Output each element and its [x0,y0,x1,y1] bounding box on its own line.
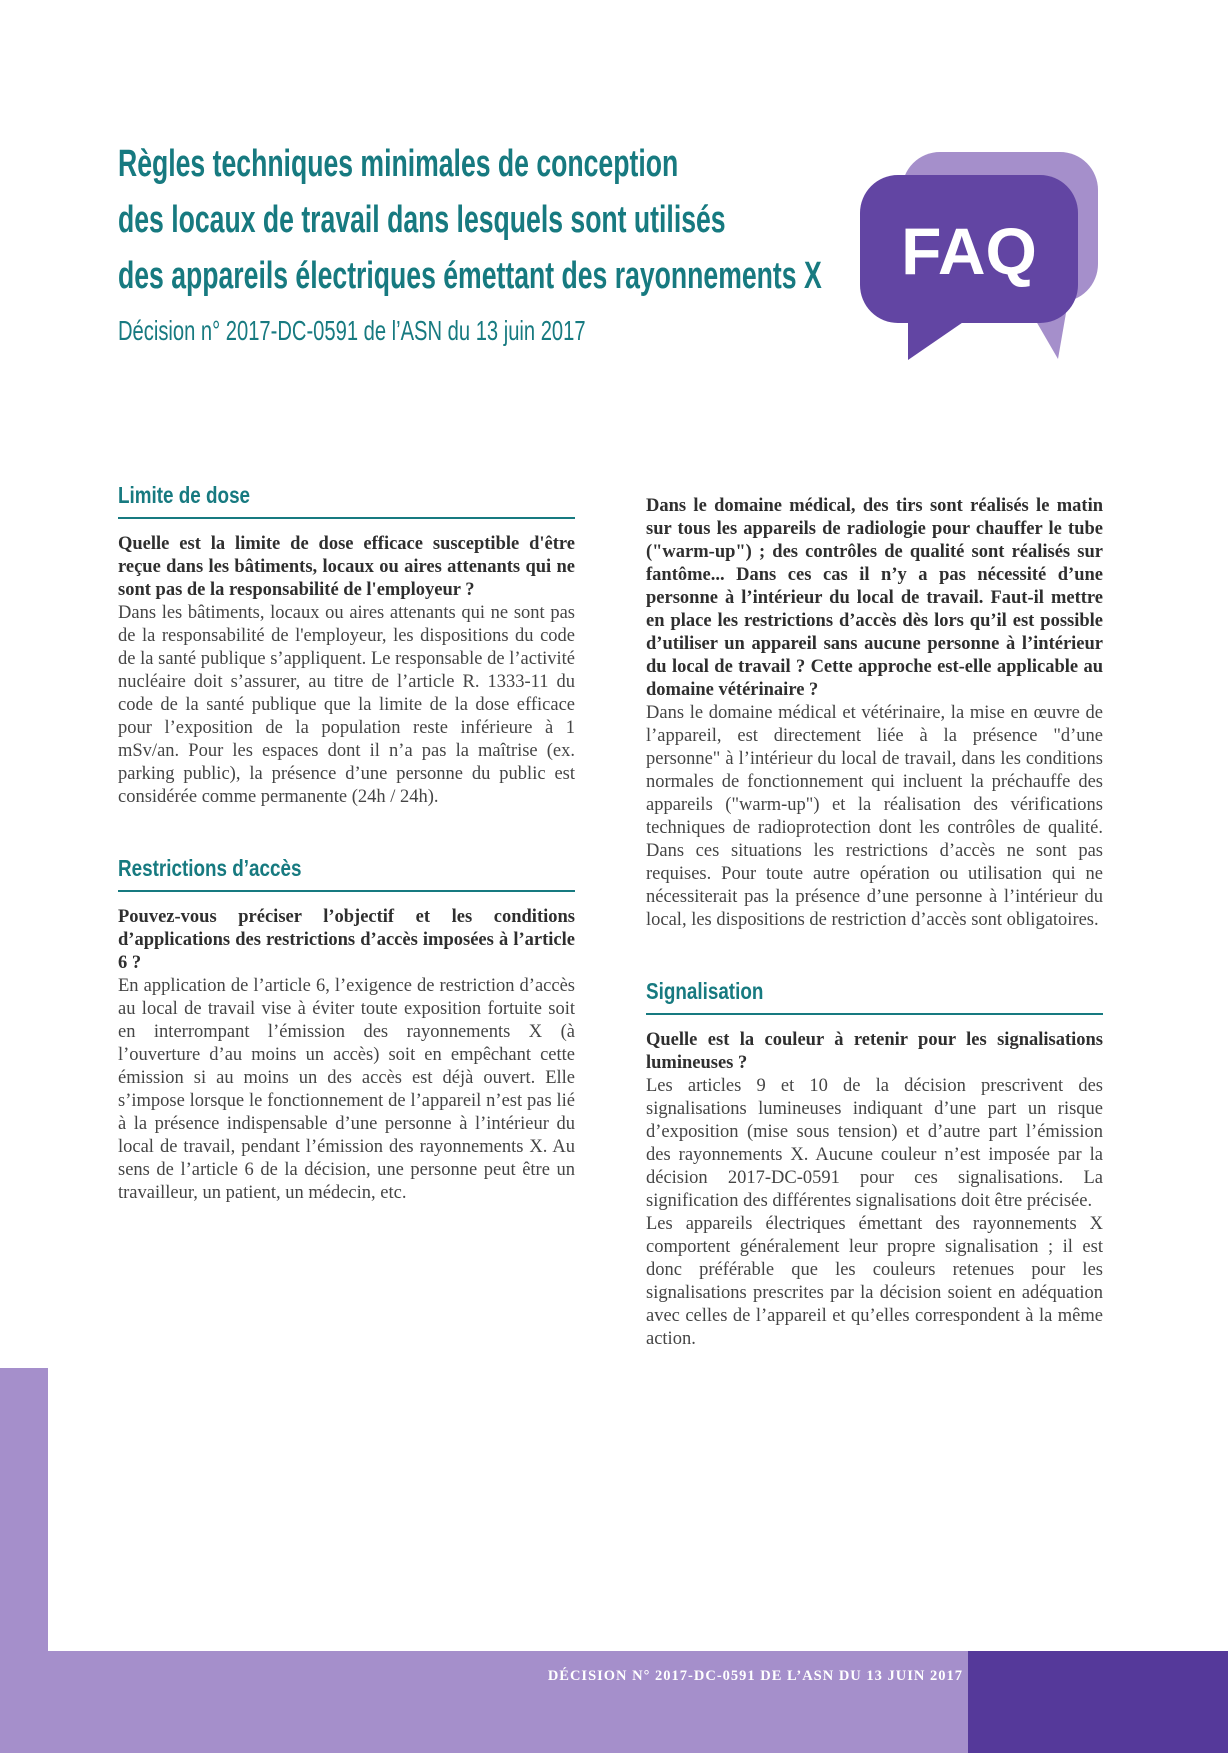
answer-domaine-medical: Dans le domaine médical et vétérinaire, la mise en œuvre de l’appareil, est directement liée à la présence "d’une personne" à l’intérieur du local de travail, dans les conditions normales de fonctionnement qui incluent la préchauffe des appareils ("warm-up") et la réalisation des vérifications techniques de radioprotection dont les contrôles de qualité. Dans ces situations les restrictions d’accès ne sont pas requises. Pour toute autre opération ou utilisation qui ne nécessiterait pas la présence d’une personne à l’intérieur du local, les dispositions de restriction d’accès sont obligatoires. [646,703,1103,930]
section-heading-text: Signalisation [646,978,764,1004]
answer-limite-de-dose: Dans les bâtiments, locaux ou aires attenants qui ne sont pas de la responsabilité de l'employeur, les dispositions du code de la santé publique s’appliquent. Le responsable de l’activité nucléaire doit s’assurer, au titre de l’article R. 1333-11 du code de la santé publique que la limite de la dose efficace pour l’exposition de la population reste inférieure à 1 mSv/an. Pour les espaces dont il n’a pas la maîtrise (ex. parking public), la présence d’une personne du public est considérée comme permanente (24h / 24h). [118,603,575,807]
footer-accent-square [968,1651,1228,1753]
question-signalisation: Quelle est la couleur à retenir pour les signalisations lumineuses ? [646,1030,1103,1073]
section-heading-signalisation [646,978,1103,1015]
right-column [646,482,1103,1351]
left-margin-accent-strip [0,1368,48,1651]
page-title-line-2: des locaux de travail dans lesquels sont utilisés [118,199,726,241]
footer-decision-reference: DÉCISION N° 2017-DC-0591 DE L’ASN DU 13 JUIN 2017 [547,1668,963,1684]
page-subtitle: Décision n° 2017-DC-0591 de l’ASN du 13 juin 2017 [118,315,586,346]
answer-signalisation-p1: Les articles 9 et 10 de la décision prescrivent des signalisations lumineuses indiquant d’une part un risque d’exposition (mise sous tension) et d’autre part l’émission des rayonnements X. Aucune couleur n’est imposée par la décision 2017-DC-0591 pour ces signalisations. La signification des différentes signalisations doit être précisée. [646,1076,1103,1211]
question-restrictions-acces: Pouvez-vous préciser l’objectif et les conditions d’applications des restrictions d’accès imposées à l’article 6 ? [118,907,575,973]
answer-restrictions-acces: En application de l’article 6, l’exigence de restriction d’accès au local de travail vise à éviter toute exposition fortuite soit en interrompant l’émission des rayonnements X (à l’ouverture d’au moins un accès) soit en empêchant cette émission si au moins un des accès est déjà ouvert. Elle s’impose lorsque le fonctionnement de l’appareil n’est pas lié à la présence indispensable d’une personne à l’intérieur du local de travail, pendant l’émission des rayonnements X. Au sens de l’article 6 de la décision, une personne peut être un travailleur, un patient, un médecin, etc. [118,976,575,1203]
answer-signalisation-p2: Les appareils électriques émettant des rayonnements X comportent généralement leur propre signalisation ; il est donc préférable que les couleurs retenues pour les signalisations prescrites par la décision soient en adéquation avec celles de l’appareil et qu’elles correspondent à la même action. [646,1214,1103,1349]
page-title-line-3: des appareils électriques émettant des rayonnements X [118,255,822,297]
section-heading-text: Restrictions d’accès [118,855,302,881]
section-heading-limite-de-dose [118,482,575,519]
left-column [118,482,575,1205]
question-domaine-medical: Dans le domaine médical, des tirs sont réalisés le matin sur tous les appareils de radiologie pour chauffer le tube ("warm-up") ; des contrôles de qualité sont réalisés sur fantôme... Dans ces cas il n’y a pas nécessité d’une personne à l’intérieur du local de travail. Faut-il mettre en place les restrictions d’accès dès lors qu’il est possible d’utiliser un appareil sans aucune personne à l’intérieur du local de travail ? Cette approche est-elle applicable au domaine vétérinaire ? [646,496,1103,700]
faq-badge-label: FAQ [901,214,1037,288]
section-heading-text: Limite de dose [118,482,251,508]
faq-speech-bubble-icon [860,152,1100,364]
page-title-line-1: Règles techniques minimales de conception [118,143,679,185]
section-heading-restrictions-acces [118,855,575,892]
footer-band [0,1651,1228,1753]
question-limite-de-dose: Quelle est la limite de dose efficace susceptible d'être reçue dans les bâtiments, locaux ou aires attenants qui ne sont pas de la responsabilité de l'employeur ? [118,534,575,600]
